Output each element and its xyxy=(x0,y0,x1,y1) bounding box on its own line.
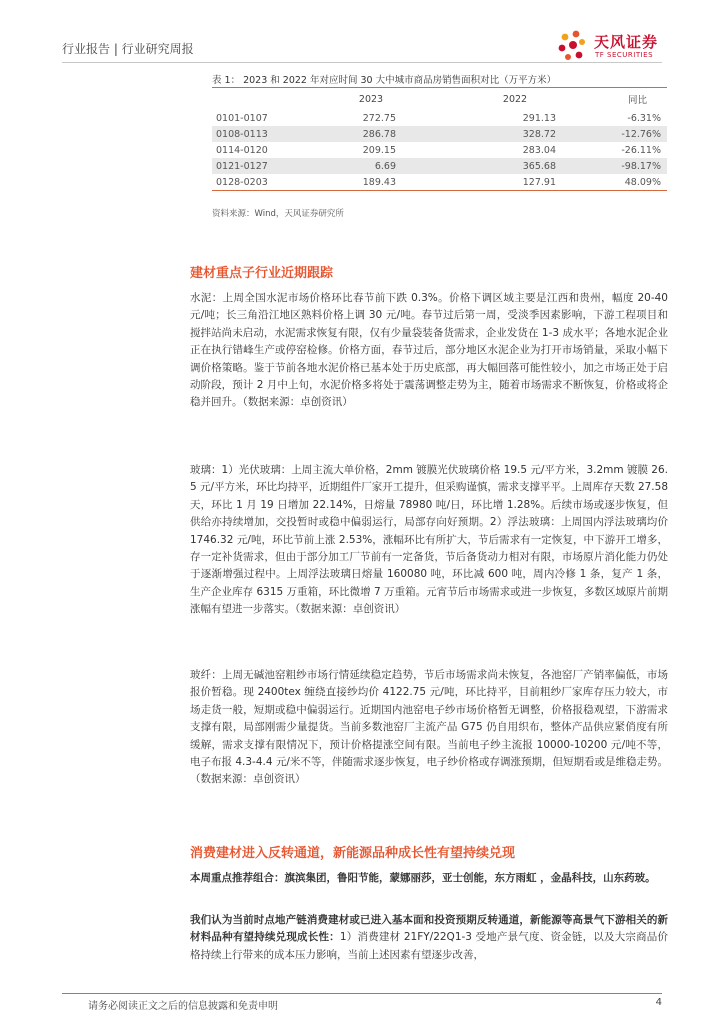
table-source: 资料来源：Wind，天风证券研究所 xyxy=(212,209,344,219)
table-row xyxy=(212,174,667,191)
cement-paragraph: 水泥：上周全国水泥市场价格环比春节前下跌 0.3%。价格下调区域主要是江西和贵州，幅度 20-40 元/吨；长三角沿江地区熟料价格上调 30 元/吨。春节过后第一周，受淡季因素影响，下游工程项目和搅拌站尚未启动，水泥需求恢复有限，仅有少量袋装备货需求，企业发货在 1-3 成水平；各地水泥企业正在执行错峰生产或停窑检修。价格方面，春节过后，部分地区水泥企业为打开市场销量，采取小幅下调价格策略。鉴于节前各地水泥价格已基本处于历史底部，再大幅回落可能性较小，加之市场正处于启动阶段，预计 2 月中上旬，水泥价格多将处于震荡调整走势为主，随着市场需求不断恢复，价格或将企稳并回升。（数据来源：卓创资讯） xyxy=(190,292,668,409)
yoy-cell: -26.11% xyxy=(621,144,661,156)
period-cell: 0114-0120 xyxy=(216,144,268,156)
yoy-cell: -6.31% xyxy=(627,112,661,124)
section-title-consumer-materials: 消费建材进入反转通道，新能源品种成长性有望持续兑现 xyxy=(190,846,516,861)
fiberglass-paragraph: 玻纤：上周无碱池窑粗纱市场行情延续稳定趋势，节后市场需求尚未恢复，各池窑厂产销率偏低，市场报价暂稳。现 2400tex 缠绕直接纱均价 4122.75 元/吨，环比持平，目前粗纱厂家库存压力较大，市场走货一般，短期或稳中偏弱运行。近期国内池窑电子纱市场价格暂无调整，价格报稳观望，下游需求支撑有限，局部刚需少量提货。当前多数池窑厂主流产品 G75 仍自用织布，整体产品供应紧俏度有所缓解，需求支撑有限情况下，预计价格提涨空间有限。当前电子纱主流报 10000-10200 元/吨不等，电子布报 4.3-4.4 元/米不等，伴随需求逐步恢复，电子纱价格或存调涨预期，但短期看或是维稳走势。（数据来源：卓创资讯） xyxy=(190,669,668,786)
value-2023-cell: 6.69 xyxy=(306,158,436,174)
period-cell: 0121-0127 xyxy=(212,158,306,174)
section-title-tracking: 建材重点子行业近期跟踪 xyxy=(190,266,334,281)
column-header: 2022 xyxy=(502,93,528,105)
glass-paragraph: 玻璃：1）光伏玻璃：上周主流大单价格，2mm 镀膜光伏玻璃价格 19.5 元/平方米，3.2mm 镀膜 26.5 元/平方米，环比均持平，近期组件厂家开工提升，但采购谨慎，需求支撑平平。上周库存天数 27.58 天，环比 1 月 19 日增加 22.14%，日熔量 78980 吨/日，环比增 1.28%。后续市场或逐步恢复，但供给亦持续增加，交投暂时或稳中偏弱运行，局部存向好预期。2）浮法玻璃：上周国内浮法玻璃均价 1746.32 元/吨，环比节前上涨 2.53%，涨幅环比有所扩大，节后需求有一定恢复，中下游开工增多，存一定补货需求，但由于部分加工厂节前有一定备货，节后备货动力相对有限，市场原片消化能力仍处于逐渐增强过程中。上周浮法玻璃日熔量 160080 吨，环比减 600 吨，周内冷修 1 条，复产 1 条，生产企业库存 6315 万重箱，环比微增 7 万重箱。元宵节后市场需求或进一步恢复，多数区域原片前期涨幅有望进一步落实。（数据来源：卓创资讯） xyxy=(190,464,668,616)
yoy-cell: 48.09% xyxy=(594,174,667,191)
value-2022-cell: 283.04 xyxy=(522,144,556,156)
value-2023-cell: 272.75 xyxy=(362,112,396,124)
value-2023-cell: 209.15 xyxy=(362,144,396,156)
sales-area-table xyxy=(212,88,667,191)
value-2023-cell: 189.43 xyxy=(306,174,436,191)
column-header: 同比 xyxy=(627,95,647,106)
yoy-cell: -12.76% xyxy=(594,126,667,142)
period-cell: 0108-0113 xyxy=(212,126,306,142)
value-2022-cell: 365.68 xyxy=(436,158,594,174)
recommend-paragraph: 本周重点推荐组合：旗滨集团，鲁阳节能，蒙娜丽莎，亚士创能，东方雨虹 ，金晶科技，山东药玻。 xyxy=(190,872,656,884)
footer-divider xyxy=(62,993,662,994)
yoy-cell: -98.17% xyxy=(594,158,667,174)
table-row xyxy=(212,142,667,158)
table-header-row xyxy=(212,88,667,110)
brand-logo xyxy=(554,28,674,64)
column-header xyxy=(212,88,306,110)
column-header: 2023 xyxy=(358,93,384,105)
value-2022-cell: 328.72 xyxy=(436,126,594,142)
disclaimer-text: 请务必阅读正文之后的信息披露和免责申明 xyxy=(88,1001,278,1012)
view-paragraph xyxy=(190,912,668,964)
value-2023-cell: 286.78 xyxy=(306,126,436,142)
report-category: 行业报告 | 行业研究周报 xyxy=(62,42,194,56)
view-text: 1）消费建材 21FY/22Q1-3 受地产景气度、资金链，以及大宗商品价格持续上行带来的成本压力影响，当前上述因素有望逐步改善， xyxy=(190,931,669,961)
table-row xyxy=(212,126,667,142)
period-cell: 0101-0107 xyxy=(216,112,268,124)
table-caption: 表 1： 2023 和 2022 年对应时间 30 大中城市商品房销售面积对比（万平方米） xyxy=(212,75,557,86)
table-row xyxy=(212,158,667,174)
period-cell: 0128-0203 xyxy=(212,174,306,191)
logo-mark-icon xyxy=(554,28,590,64)
logo-text-cn: 天风证券 xyxy=(594,33,659,51)
value-2022-cell: 127.91 xyxy=(436,174,594,191)
view-bold-text: 我们认为当前时点地产链消费建材或已进入基本面和投资预期反转通道，新能源等高景气下游相关的新材料品种有望持续兑现成长性： xyxy=(190,914,668,944)
page-number: 4 xyxy=(655,997,662,1008)
logo-text-en: TF SECURITIES xyxy=(595,51,654,59)
value-2022-cell: 291.13 xyxy=(522,112,556,124)
table-row xyxy=(212,110,667,126)
